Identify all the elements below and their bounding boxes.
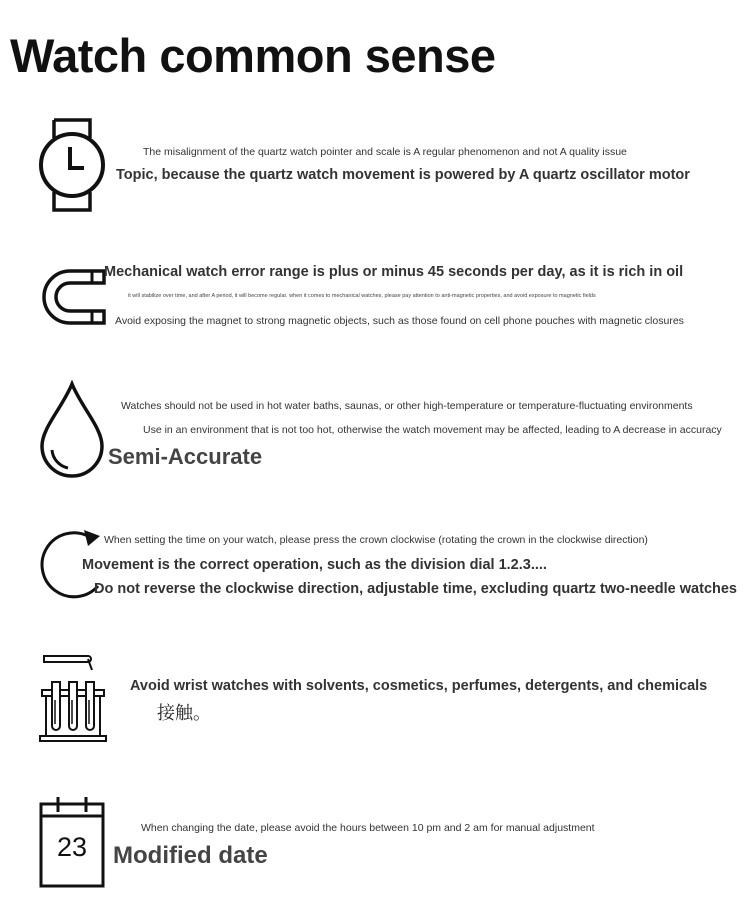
chemicals-text-2: 接触。 bbox=[157, 703, 211, 724]
semi-accurate-label: Semi-Accurate bbox=[108, 444, 263, 469]
crown-text-1: When setting the time on your watch, please press the crown clockwise (rotating the crown in the clockwise direction) bbox=[104, 534, 648, 546]
magnet-text-3: Avoid exposing the magnet to strong magnetic objects, such as those found on cell phone pouches with magnetic closures bbox=[115, 315, 684, 327]
water-text-1: Watches should not be used in hot water baths, saunas, or other high-temperature or temperature-fluctuating environments bbox=[121, 400, 693, 412]
water-text-2: Use in an environment that is not too hot, otherwise the watch movement may be affected, leading to A decrease in accuracy bbox=[143, 424, 722, 436]
date-text-1: When changing the date, please avoid the hours between 10 pm and 2 am for manual adjustment bbox=[141, 822, 595, 834]
calendar-icon bbox=[38, 794, 106, 890]
crown-text-3: Do not reverse the clockwise direction, adjustable time, excluding quartz two-needle watches bbox=[94, 581, 737, 597]
calendar-number: 23 bbox=[56, 832, 88, 862]
chemicals-text-1: Avoid wrist watches with solvents, cosmetics, perfumes, detergents, and chemicals bbox=[130, 678, 708, 694]
water-drop-icon bbox=[38, 380, 106, 480]
magnet-text-1: Mechanical watch error range is plus or minus 45 seconds per day, as it is rich in oil bbox=[104, 264, 684, 280]
magnet-text-2: it will stabilize over time, and after A period, it will become regular. when it comes to mechanical watches, please pay attention to anti-magnetic properties, and avoid exposure to magnetic fields bbox=[128, 293, 596, 299]
watch-text-2: Topic, because the quartz watch movement is powered by A quartz oscillator motor bbox=[116, 167, 690, 183]
magnet-icon bbox=[40, 268, 106, 326]
watch-text-1: The misalignment of the quartz watch pointer and scale is A regular phenomenon and not A quality issue bbox=[143, 146, 627, 158]
modified-date-label: Modified date bbox=[113, 842, 268, 869]
page-title: Watch common sense bbox=[10, 29, 496, 82]
wristwatch-icon bbox=[38, 116, 106, 214]
crown-text-2: Movement is the correct operation, such as the division dial 1.2.3.... bbox=[82, 557, 547, 573]
test-tubes-icon bbox=[38, 652, 108, 744]
